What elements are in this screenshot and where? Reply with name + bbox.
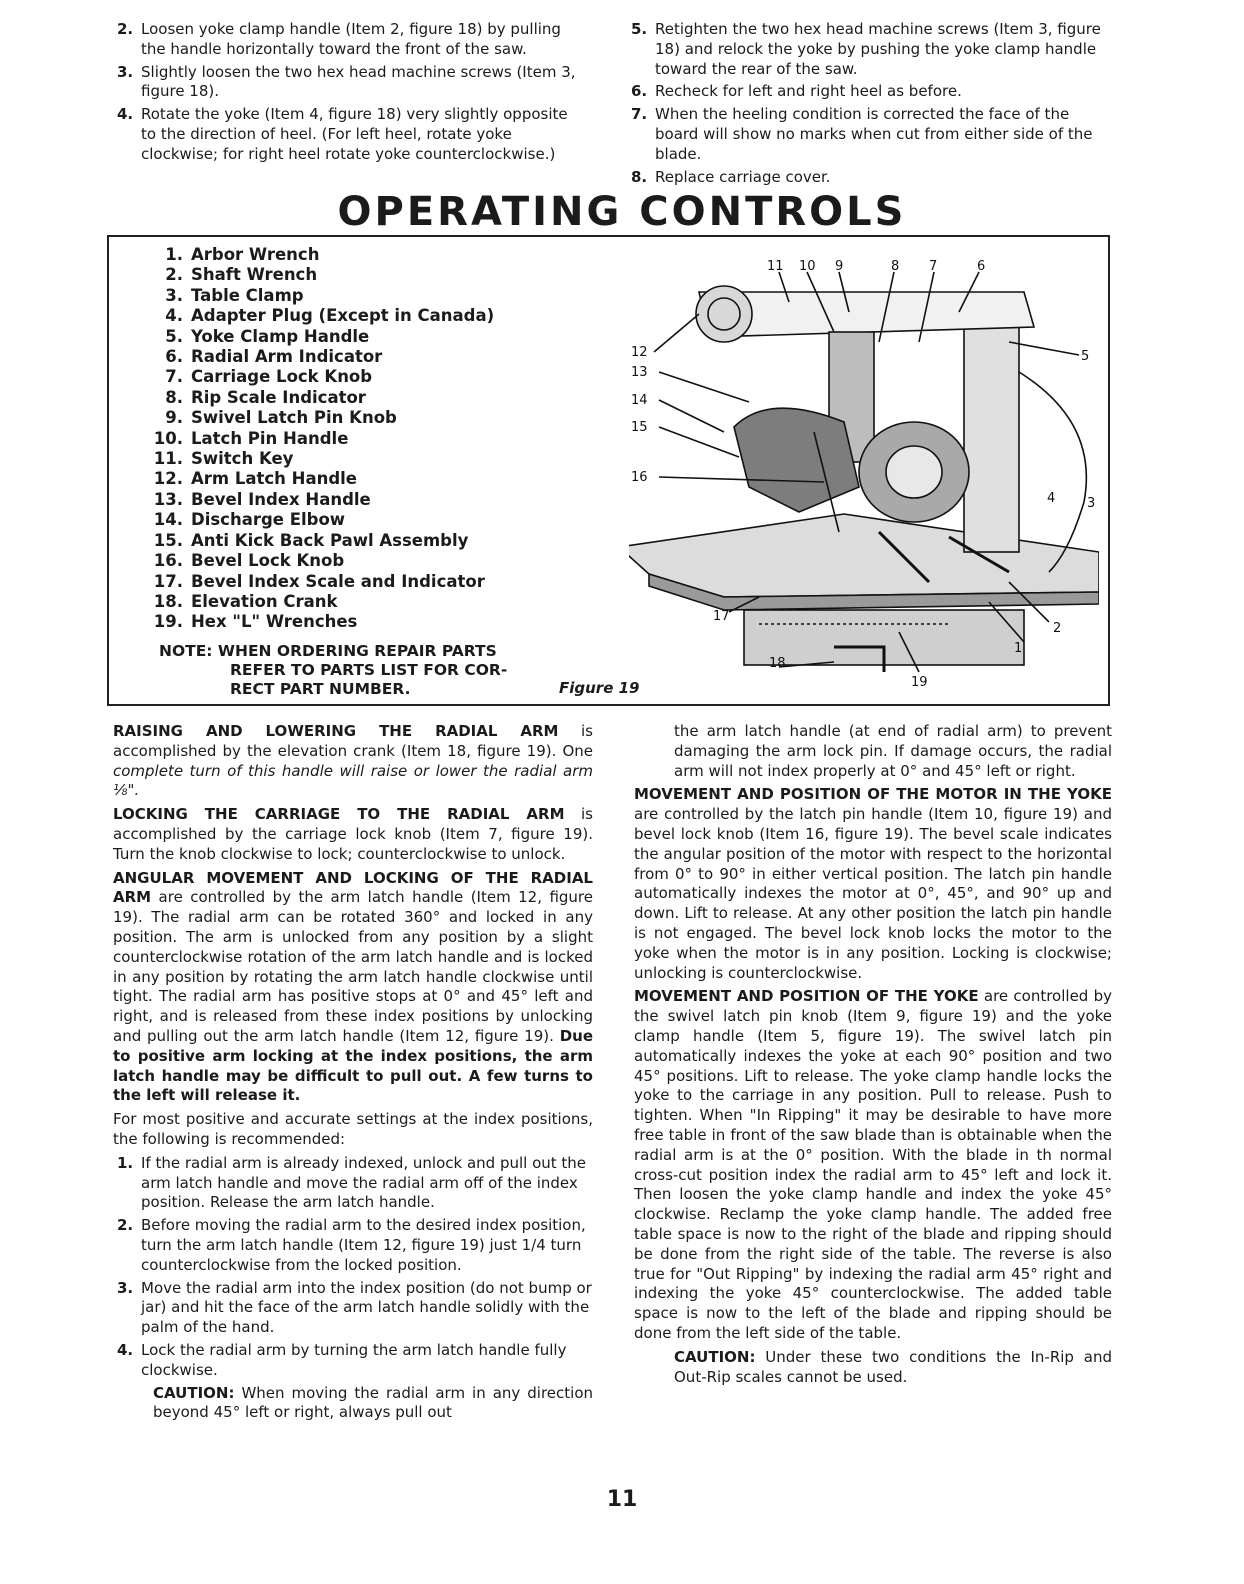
part-label: Adapter Plug (Except in Canada) [191, 306, 495, 326]
part-number: 2. [165, 265, 183, 285]
step-text: Slightly loosen the two hex head machine screws (Item 3, figure 18). [141, 62, 576, 101]
body-text: are controlled by the swivel latch pin knob (Item 9, figure 19) and the yoke clamp handle (Item 5, figure 19). The swivel latch pin automatically indexes the yoke at each 90° position and two 45° positions. Lift to release. The yoke clamp handle locks the yoke to the carriage in any position. Pull to release. Push to tighten. When "In Ripping" it may be desirable to have more free table in front of the saw blade than is obtainable when the radial arm is at the 0° position. With the blade in th normal cross-cut position index the radial arm to 45° left and lock it. Then loosen the yoke clamp handle and index the yoke 45° clockwise. Reclamp the yoke clamp handle. The added free table space is now to the right of the blade and ripping should be done from the right side of the table. The reverse is also true for "Out Ripping" by indexing the radial arm 45° right and indexing the yoke 45° counterclockwise. The added table space is now to the left of the blade and ripping should be done from the left side of the table. [634, 987, 1112, 1342]
part-label: Elevation Crank [191, 591, 338, 611]
part-label: Latch Pin Handle [191, 428, 349, 448]
part-number: 13. [153, 489, 183, 509]
part-label: Hex "L" Wrenches [191, 612, 358, 632]
step-number: 5. [631, 20, 648, 38]
list-item [113, 1279, 593, 1338]
part-number: 19. [153, 612, 183, 632]
figure-caption: Figure 19 [559, 679, 640, 697]
part-label: Table Clamp [191, 285, 304, 305]
paragraph [113, 722, 593, 801]
part-item [149, 531, 494, 551]
list-item [627, 168, 1105, 188]
callout-label: 10 [799, 259, 816, 274]
part-label: Yoke Clamp Handle [191, 326, 370, 346]
part-label: Arbor Wrench [191, 245, 320, 264]
step-number: 6. [631, 82, 648, 101]
list-item [627, 20, 1105, 79]
part-item [149, 306, 494, 326]
part-number: 14. [153, 510, 183, 530]
callout-label: 9 [835, 259, 844, 274]
top-right-steps [627, 20, 1105, 190]
callout-label: 6 [977, 259, 986, 274]
step-text: Retighten the two hex head machine screws (Item 3, figure 18) and relock the yoke by pushing the yoke clamp handle toward the rear of the saw. [655, 20, 1101, 78]
list-item [627, 82, 1105, 102]
part-number: 12. [153, 469, 183, 489]
note-line: NOTE: WHEN ORDERING REPAIR PARTS [159, 642, 497, 660]
operating-controls-box [107, 235, 1110, 706]
part-item [149, 286, 494, 306]
callout-label: 2 [1053, 621, 1062, 636]
part-item [149, 408, 494, 428]
part-item [149, 265, 494, 285]
callout-label: 14 [631, 393, 648, 408]
part-label: Bevel Lock Knob [191, 551, 345, 571]
parts-list [149, 245, 494, 633]
callout-label: 1 [1014, 641, 1023, 656]
step-text: Rotate the yoke (Item 4, figure 18) very slightly opposite to the direction of heel. (For left heel, rotate yoke clockwise; for right heel rotate yoke counterclockwise.) [141, 105, 568, 163]
part-label: Arm Latch Handle [191, 469, 357, 489]
step-text: Before moving the radial arm to the desired index position, turn the arm latch handle (Item 12, figure 19) just 1/4 turn counterclockwise from the locked position. [141, 1216, 586, 1274]
part-item [149, 327, 494, 347]
part-label: Rip Scale Indicator [191, 387, 366, 407]
part-label: Radial Arm Indicator [191, 347, 383, 367]
paragraph [113, 805, 593, 864]
part-label: Carriage Lock Knob [191, 367, 373, 387]
caution-paragraph [634, 1348, 1112, 1388]
paragraph [113, 869, 593, 1107]
callout-label: 13 [631, 365, 648, 380]
section-heading: MOVEMENT AND POSITION OF THE MOTOR IN THE YOKE [634, 785, 1112, 804]
caution-label: CAUTION: [153, 1383, 235, 1402]
step-text: Recheck for left and right heel as before. [655, 82, 962, 101]
part-label: Discharge Elbow [191, 510, 346, 530]
paragraph [634, 987, 1112, 1343]
part-label: Shaft Wrench [191, 265, 318, 285]
part-label: Switch Key [191, 449, 294, 469]
body-text: are controlled by the arm latch handle (Item 12, figure 19). The radial arm can be rotated 360° and locked in any position. The arm is unlocked from any position by a slight counterclockwise rotation of the arm latch handle and is locked in any position by rotating the arm latch handle clockwise until tight. The radial arm has positive stops at 0° and 45° left and right, and is released from these index positions by unlocking and pulling out the arm latch handle (Item 12, figure 19). [113, 888, 593, 1045]
callout-label: 7 [929, 259, 938, 274]
step-text: When the heeling condition is corrected the face of the board will show no marks when cut from either side of the blade. [655, 105, 1093, 163]
page-title: OPERATING CONTROLS [337, 189, 907, 235]
callout-label: 18 [769, 656, 786, 671]
part-item [149, 572, 494, 592]
step-number: 3. [117, 1278, 134, 1297]
part-item [149, 551, 494, 571]
step-number: 4. [117, 1340, 134, 1359]
step-number: 2. [117, 1216, 134, 1235]
body-text: are controlled by the latch pin handle (Item 10, figure 19) and bevel lock knob (Item 16, figure 19). The bevel scale indicates the angular position of the motor with respect to the horizontal from 0° to 90° in either vertical position. The latch pin handle automatically indexes the motor at 0°, 45°, and 90° up and down. Lift to release. At any other position the latch pin handle is not engaged. The bevel lock knob locks the motor to the yoke when the motor is in any position. Locking is clockwise; unlocking is counterclockwise. [634, 805, 1112, 982]
part-label: Bevel Index Handle [191, 489, 371, 509]
part-number: 9. [165, 408, 183, 428]
note-line: RECT PART NUMBER. [230, 680, 411, 698]
part-label: Swivel Latch Pin Knob [191, 408, 397, 428]
index-steps-list [113, 1154, 593, 1381]
caution-label: CAUTION: [674, 1347, 756, 1366]
body-text: is accomplished by the carriage lock knob (Item 7, figure 19). Turn the knob clockwise to lock; counterclockwise to unlock. [113, 805, 593, 863]
top-left-list [113, 20, 585, 165]
caution-paragraph [113, 1384, 593, 1424]
callout-label: 4 [1047, 491, 1056, 506]
callout-label: 17 [713, 609, 730, 624]
step-number: 8. [631, 167, 648, 186]
part-item [149, 347, 494, 367]
part-item [149, 510, 494, 530]
part-number: 3. [165, 285, 183, 305]
step-text: Lock the radial arm by turning the arm latch handle fully clockwise. [141, 1340, 567, 1379]
part-item [149, 245, 494, 265]
list-item [113, 1154, 593, 1213]
part-item [149, 469, 494, 489]
section-heading: LOCKING THE CARRIAGE TO THE RADIAL ARM [113, 805, 565, 824]
callout-label: 5 [1081, 349, 1090, 364]
step-text: Loosen yoke clamp handle (Item 2, figure 18) by pulling the handle horizontally toward the front of the saw. [141, 20, 561, 58]
radial-arm-saw-illustration [629, 252, 1099, 692]
step-number: 1. [117, 1153, 134, 1172]
callout-label: 15 [631, 420, 648, 435]
body-text-italic: complete turn of this handle will raise or lower the radial arm ⅛". [113, 761, 593, 800]
step-text: If the radial arm is already indexed, unlock and pull out the arm latch handle and move the radial arm off of the index position. Release the arm latch handle. [141, 1153, 587, 1212]
left-column [113, 722, 593, 1427]
section-heading: RAISING AND LOWERING THE RADIAL ARM [113, 722, 559, 740]
part-number: 8. [165, 387, 183, 407]
body-text-bold: Due to positive arm locking at the index positions, the arm latch handle may be difficult to pull out. A few turns to the left will release it. [113, 1026, 593, 1105]
part-number: 1. [165, 245, 183, 264]
caution-text: When moving the radial arm in any direction beyond 45° left or right, always pull out [153, 1383, 593, 1422]
step-number: 7. [631, 105, 648, 124]
step-text: Move the radial arm into the index position (do not bump or jar) and hit the face of the arm latch handle solidly with the palm of the hand. [141, 1278, 592, 1337]
page-number: 11 [606, 1487, 638, 1512]
top-left-steps [113, 20, 585, 168]
part-item [149, 592, 494, 612]
part-item [149, 388, 494, 408]
part-label: Bevel Index Scale and Indicator [191, 571, 485, 591]
step-text: Replace carriage cover. [655, 167, 831, 186]
part-number: 5. [165, 326, 183, 346]
list-item [113, 1341, 593, 1381]
top-right-list [627, 20, 1105, 187]
part-number: 18. [153, 591, 183, 611]
note-line: REFER TO PARTS LIST FOR COR- [230, 661, 508, 679]
section-heading: MOVEMENT AND POSITION OF THE YOKE [634, 987, 979, 1006]
paragraph: the arm latch handle (at end of radial arm) to prevent damaging the arm lock pin. If damage occurs, the radial arm will not index properly at 0° and 45° left or right. [674, 722, 1112, 780]
right-column [634, 722, 1112, 1391]
part-label: Anti Kick Back Pawl Assembly [191, 530, 469, 550]
section-heading: ANGULAR MOVEMENT AND LOCKING OF THE RADIAL ARM [113, 868, 593, 907]
callout-label: 19 [911, 675, 928, 690]
ordering-note [159, 642, 507, 699]
part-number: 10. [153, 428, 183, 448]
callout-label: 12 [631, 345, 648, 360]
part-number: 17. [153, 571, 183, 591]
part-number: 11. [153, 449, 183, 469]
step-number: 4. [117, 105, 134, 124]
part-item [149, 612, 494, 632]
part-number: 6. [165, 347, 183, 367]
callout-label: 3 [1087, 496, 1096, 511]
paragraph: For most positive and accurate settings at the index positions, the following is recommended: [113, 1110, 593, 1148]
part-number: 7. [165, 367, 183, 387]
callout-label: 8 [891, 259, 900, 274]
part-item [149, 449, 494, 469]
part-number: 15. [153, 530, 183, 550]
callout-label: 11 [767, 259, 784, 274]
list-item [113, 1216, 593, 1275]
list-item [113, 105, 585, 164]
step-number: 3. [117, 62, 134, 81]
list-item [627, 105, 1105, 164]
body-text: is accomplished by the elevation crank (Item 18, figure 19). One [113, 722, 593, 760]
part-item [149, 490, 494, 510]
list-item [113, 20, 585, 60]
part-number: 4. [165, 306, 183, 326]
callout-label: 16 [631, 470, 648, 485]
part-item [149, 367, 494, 387]
list-item [113, 63, 585, 103]
part-number: 16. [153, 551, 183, 571]
part-item [149, 429, 494, 449]
step-number: 2. [117, 20, 134, 38]
caution-text: Under these two conditions the In-Rip and Out-Rip scales cannot be used. [674, 1347, 1112, 1386]
paragraph [634, 785, 1112, 983]
